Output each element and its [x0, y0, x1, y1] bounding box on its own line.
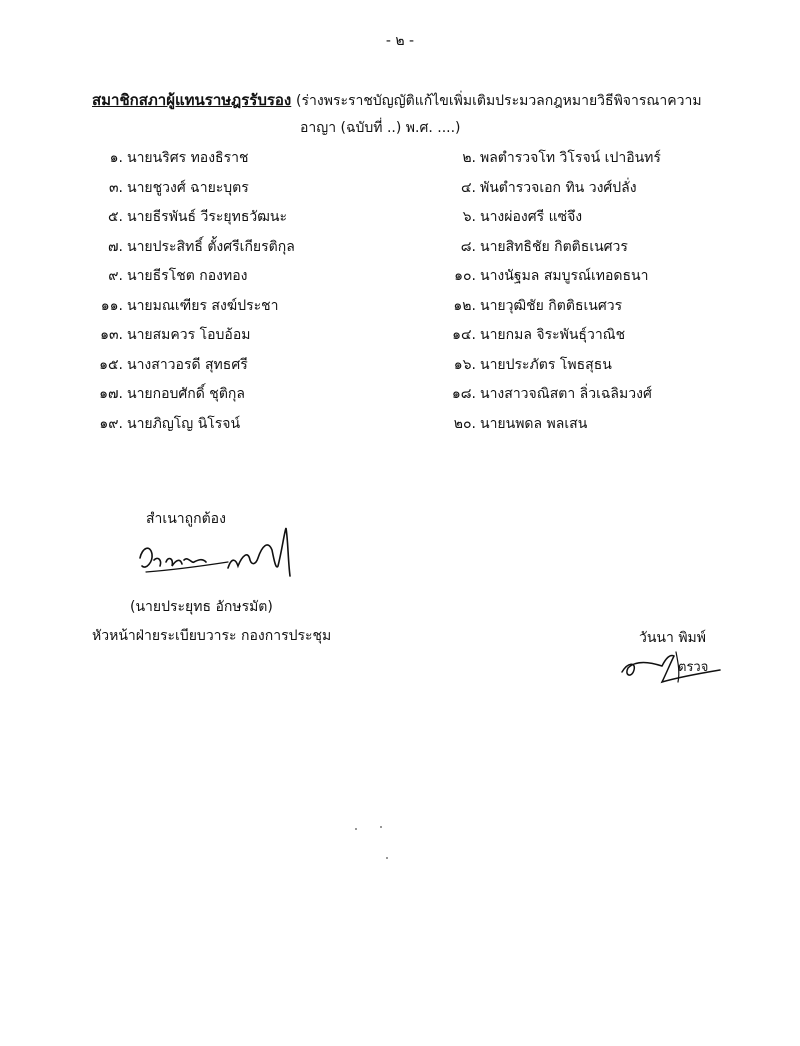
- member-name: นางสาวอรดี สุทธศรี: [127, 356, 248, 373]
- member-number: ๗.: [108, 238, 123, 255]
- member-name: นายนริศร ทองธิราช: [127, 150, 249, 166]
- member-number: ๕.: [107, 209, 123, 225]
- member-name: นางสาวจณิสตา ลิ่วเฉลิมวงศ์: [480, 386, 652, 402]
- member-number: ๔.: [460, 179, 476, 196]
- member-item: [0, 413, 587, 435]
- member-number: ๑๗.: [99, 386, 123, 402]
- member-number: ๒.: [462, 150, 476, 166]
- member-number: ๖.: [462, 209, 476, 225]
- scan-speck: [380, 826, 382, 828]
- heading-description-line1: (ร่างพระราชบัญญัติแก้ไขเพิ่มเติมประมวลกฎหมายวิธีพิจารณาความ: [296, 93, 702, 109]
- member-name: นายสมควร โอบอ้อม: [127, 327, 251, 343]
- certifier-name: (นายประยุทธ อักษรมัต): [130, 599, 273, 615]
- heading-description-line2: อาญา (ฉบับที่ ..) พ.ศ. ....): [300, 120, 461, 136]
- member-name: นายประสิทธิ์ ตั้งศรีเกียรติกุล: [127, 238, 295, 255]
- heading-title: สมาชิกสภาผู้แทนราษฎรรับรอง: [92, 91, 292, 109]
- member-number: ๑๐.: [454, 268, 476, 284]
- member-number: ๑๙.: [99, 415, 123, 432]
- member-name: นายชูวงศ์ ฉายะบุตร: [127, 179, 249, 196]
- page-number: - ๒ -: [385, 33, 415, 49]
- member-name: นางผ่องศรี แซ่จึง: [480, 209, 583, 225]
- member-number: ๑๘.: [451, 386, 476, 402]
- member-name: นายธีรโชต กองทอง: [127, 268, 248, 284]
- member-item: [0, 265, 648, 287]
- member-name: นายกอบศักดิ์ ชุติกุล: [127, 386, 245, 402]
- member-number: ๙.: [108, 268, 123, 284]
- member-number: ๑๕.: [99, 356, 123, 373]
- member-number: ๘.: [460, 238, 476, 255]
- member-name: นายสิทธิชัย กิตติธเนศวร: [480, 238, 628, 255]
- checker-label: ตรวจ: [678, 660, 709, 675]
- member-name: นายวุฒิชัย กิตติธเนศวร: [480, 297, 623, 314]
- member-item: [0, 147, 661, 169]
- member-name: นายนพดล พลเสน: [480, 415, 588, 432]
- member-number: ๑๒.: [453, 297, 476, 314]
- typist-note: วันนา พิมพ์: [639, 630, 706, 646]
- certifier-position: หัวหน้าฝ่ายระเบียบวาระ กองการประชุม: [92, 628, 332, 644]
- member-number: ๑๑.: [100, 297, 123, 314]
- member-item: [0, 206, 582, 228]
- member-item: [0, 177, 637, 199]
- member-number: ๑๔.: [452, 327, 476, 343]
- member-name: พันตำรวจเอก ทิน วงศ์ปลั่ง: [480, 179, 637, 196]
- member-number: ๓.: [108, 179, 123, 196]
- member-number: ๑.: [109, 150, 123, 166]
- member-item: [0, 324, 625, 346]
- member-item: [0, 236, 628, 258]
- member-name: นายประภัตร โพธสุธน: [480, 356, 612, 373]
- heading: [92, 88, 752, 112]
- member-name: นายธีรพันธ์ วีระยุทธวัฒนะ: [127, 209, 287, 225]
- scan-speck: [355, 828, 357, 830]
- scan-speck: [386, 857, 388, 859]
- member-number: ๑๖.: [453, 356, 476, 373]
- member-number: ๒๐.: [453, 415, 476, 432]
- certified-copy-label: สำเนาถูกต้อง: [146, 511, 226, 527]
- member-name: นายภิญโญ นิโรจน์: [127, 415, 241, 432]
- member-number: ๑๓.: [100, 327, 123, 343]
- member-name: นายกมล จิระพันธุ์วาณิช: [480, 327, 626, 343]
- member-name: นางนัฐมล สมบูรณ์เทอดธนา: [480, 268, 649, 284]
- checker-initials-image: [616, 648, 726, 688]
- signature-image: [132, 520, 302, 590]
- member-item: [0, 354, 612, 376]
- member-item: [0, 295, 622, 317]
- member-item: [0, 383, 652, 405]
- member-name: พลตำรวจโท วิโรจน์ เปาอินทร์: [480, 150, 661, 166]
- member-name: นายมณเฑียร สงฆ์ประชา: [127, 297, 279, 314]
